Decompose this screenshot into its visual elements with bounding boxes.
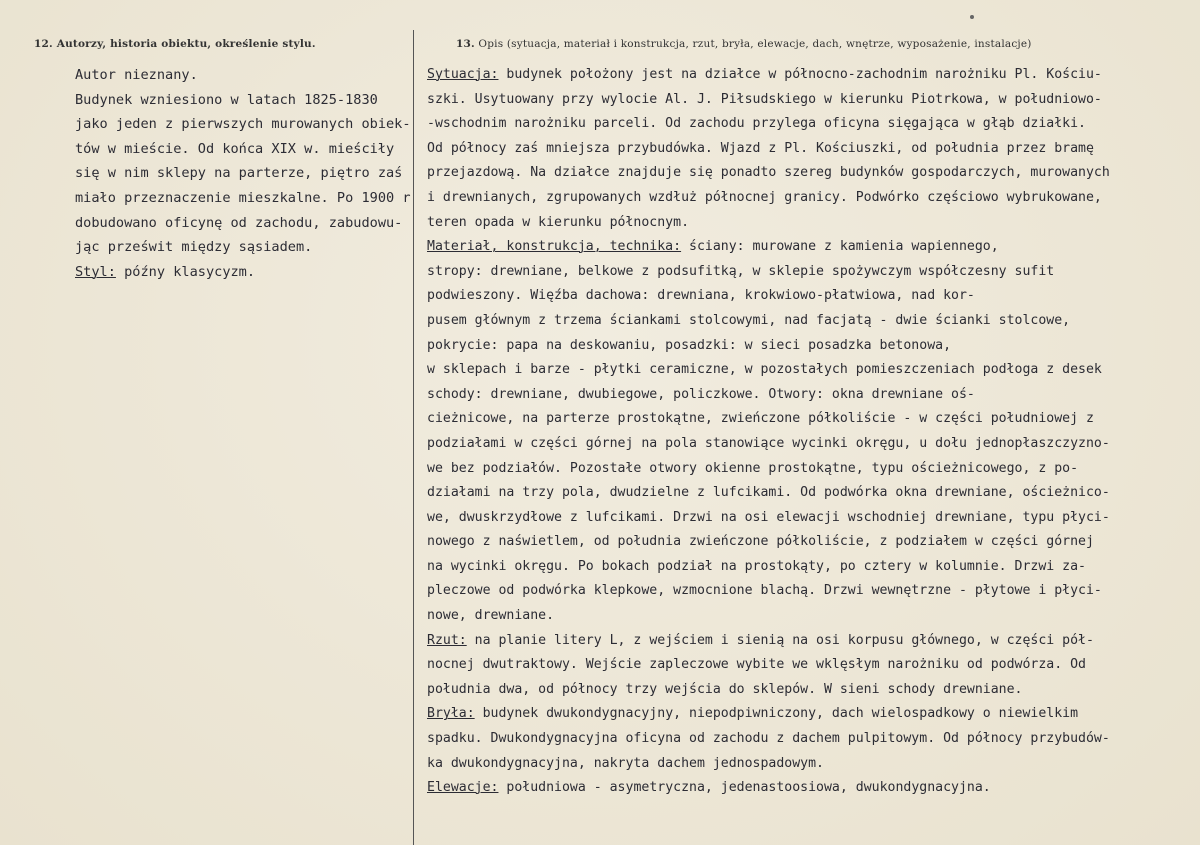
text-line: w sklepach i barze - płytki ceramiczne, w pozostałych pomieszczeniach podłoga z desek [427, 362, 1102, 378]
text-line: pokrycie: papa na deskowaniu, posadzki: w sieci posadzka betonowa, [427, 337, 952, 353]
text-line: schody: drewniane, dwubiegowe, policzkowe. Otwory: okna drewniane oś- [427, 386, 975, 402]
text-line: teren opada w kierunku północnym. [427, 214, 690, 230]
text-line [427, 776, 1110, 801]
section-text: budynek dwukondygnacyjny, niepodpiwniczony, dach wielospadkowy o niewielkim [474, 706, 1079, 722]
section-text: budynek położony jest na działce w północno-zachodnim narożniku Pl. Kościu- [498, 67, 1102, 82]
text-line: szki. Usytuowany przy wylocie Al. J. Piłsudskiego w kierunku Piotrkowa, w południowo- [427, 91, 1102, 107]
text-line: spadku. Dwukondygnacyjna oficyna od zachodu z dachem pulpitowym. Od północy przybudów- [427, 731, 1110, 747]
left-header-number: 12. [34, 38, 53, 50]
text-line: tów w mieście. Od końca XIX w. mieściły [75, 140, 395, 157]
section-label: Bryła: [427, 706, 475, 722]
left-column-header [34, 38, 316, 50]
text-line: dobudowano oficynę od zachodu, zabudowu- [75, 214, 403, 231]
right-header-number: 13. [456, 38, 475, 50]
text-line: nowego z naświetlem, od południa zwieńczone półkoliście, z podziałem w części górnej [427, 534, 1094, 550]
section-label: Materiał, konstrukcja, technika: [427, 239, 682, 255]
section-text: południowa - asymetryczna, jedenastoosiowa, dwukondygnacyjna. [498, 780, 991, 796]
section-label: Elewacje: [427, 780, 499, 796]
text-line: południa dwa, od północy trzy wejścia do sklepów. W sieni schody drewniane. [427, 681, 1023, 697]
text-line [427, 702, 1110, 727]
text-line: we bez podziałów. Pozostałe otwory okienne prostokątne, typu ościeżnicowego, z po- [427, 460, 1079, 476]
column-divider [413, 30, 414, 845]
text-line [427, 629, 1110, 654]
description-text [427, 63, 1110, 801]
text-line: podwieszony. Więźba dachowa: drewniana, krokwiowo-płatwiowa, nad kor- [427, 288, 975, 304]
text-line: ka dwukondygnacyjna, nakryta dachem jednospadowym. [427, 755, 824, 771]
text-line: we, dwuskrzydłowe z lufcikami. Drzwi na osi elewacji wschodniej drewniane, typu płyci- [427, 509, 1110, 525]
text-line: pleczowe od podwórka klepkowe, wzmocnione blachą. Drzwi wewnętrzne - płytowe i płyci- [427, 583, 1102, 599]
text-line: jako jeden z pierwszych murowanych obiek- [75, 116, 411, 133]
section-label: Rzut: [427, 632, 467, 648]
text-line: -wschodnim narożniku parceli. Od zachodu przylega oficyna sięgająca w głąb działki. [427, 116, 1086, 132]
section-text: ściany: murowane z kamienia wapiennego, [681, 239, 999, 255]
section-text: późny klasycyzm. [115, 263, 256, 280]
text-line: nocnej dwutraktowy. Wejście zapleczowe wybite we wklęsłym narożniku od podwórza. Od [427, 657, 1086, 673]
text-line: Od północy zaś mniejsza przybudówka. Wjazd z Pl. Kościuszki, od południa przez bramę [427, 140, 1094, 156]
text-line: cieżnicowe, na parterze prostokątne, zwieńczone półkoliście - w części południowej z [427, 411, 1094, 427]
text-line: się w nim sklepy na parterze, piętro zaś [75, 165, 403, 182]
text-line: stropy: drewniane, belkowe z podsufitką, w sklepie spożywczym współczesny sufit [427, 263, 1055, 279]
text-line: i drewnianych, zgrupowanych wzdłuż północnej granicy. Podwórko częściowo wybrukowane, [427, 189, 1102, 205]
text-line [75, 260, 411, 285]
section-text: na planie litery L, z wejściem i sienią na osi korpusu głównego, w części pół- [466, 632, 1094, 648]
text-line [427, 235, 1110, 260]
text-line: Autor nieznany. [75, 67, 198, 83]
text-line: na wycinki okręgu. Po bokach podział na prostokąty, po cztery w kolumnie. Drzwi za- [427, 558, 1086, 574]
left-header-text: Autorzy, historia obiektu, określenie stylu. [56, 38, 316, 50]
text-line: przejazdową. Na działce znajduje się ponadto szereg budynków gospodarczych, murowanych [427, 165, 1110, 181]
section-label: Styl: [75, 263, 116, 280]
text-line: miało przeznaczenie mieszkalne. Po 1900 r [75, 189, 411, 206]
text-line: podziałami w części górnej na pola stanowiące wycinki okręgu, u dołu jednopłaszczyzno- [427, 435, 1110, 451]
right-header-text: Opis (sytuacja, materiał i konstrukcja, rzut, bryła, elewacje, dach, wnętrze, wyposażenie, instalacje) [478, 38, 1032, 50]
authors-history-text [75, 63, 411, 284]
ink-dot [970, 15, 974, 19]
text-line [427, 63, 1110, 88]
text-line: pusem głównym z trzema ściankami stolcowymi, nad facjatą - dwie ścianki stolcowe, [427, 312, 1071, 328]
text-line: nowe, drewniane. [427, 608, 555, 624]
text-line: Budynek wzniesiono w latach 1825-1830 [75, 91, 378, 108]
text-line: działami na trzy pola, dwudzielne z lufcikami. Od podwórka okna drewniane, ościeżnico- [427, 485, 1110, 501]
section-label: Sytuacja: [427, 67, 499, 82]
right-column-header [456, 38, 1032, 50]
text-line: jąc prześwit między sąsiadem. [75, 239, 313, 256]
